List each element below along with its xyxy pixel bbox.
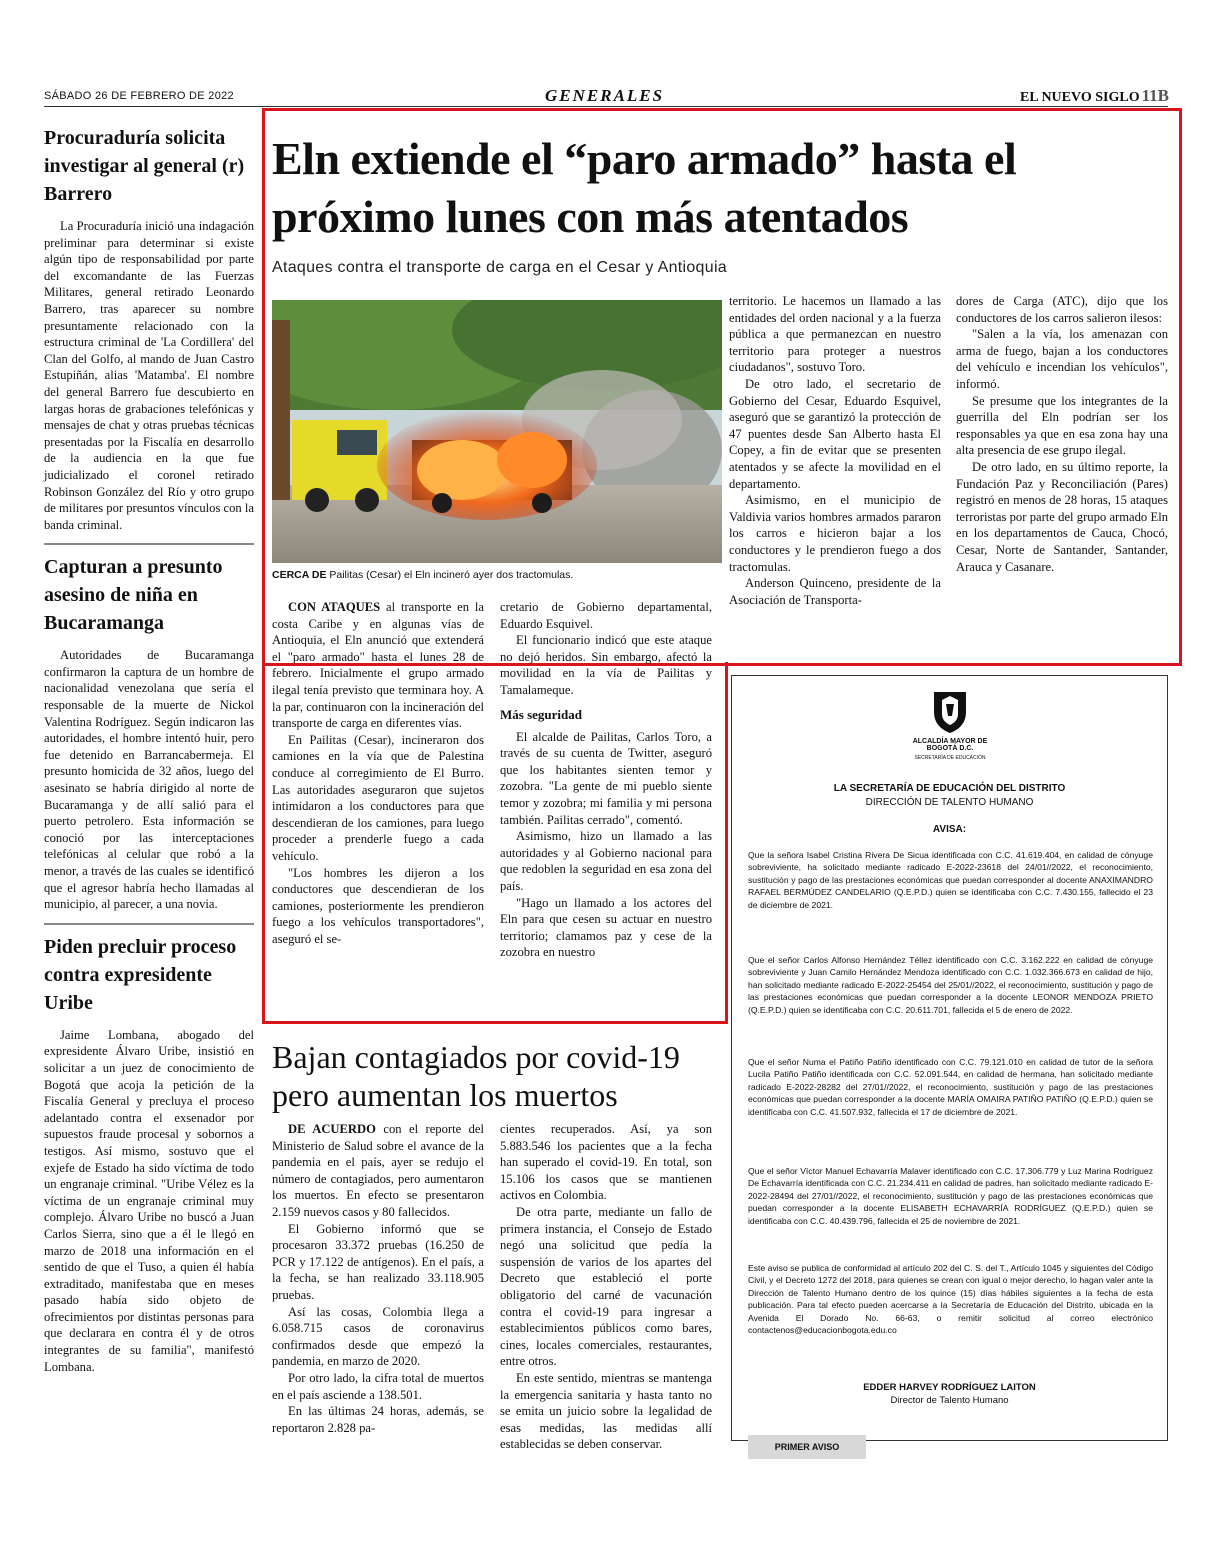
paragraph: cientes recuperados. Así, ya son 5.883.546 los pacientes que a la fecha han superado el covid-19. En total, son 15.106 los casos que se mantienen activos en Colombia.: [500, 1122, 712, 1203]
notice-paragraph: Que el señor Víctor Manuel Echavarría Malaver identificado con C.C. 17.306.779 y Luz Marina Rodríguez De Echavarría identificada con C.C. 21.234.411 en calidad de padres, han solicitado mediante radicado E-2022-28494 del 27/01//2022, el reconocimiento, sustitución y pago de las prestaciones económicas que puedan corresponder a la docente ELISABETH ECHAVARRÍA RODRÍGUEZ (Q.E.P.D.) quien se identificaba con C.C. 40.439.796, fallecida el 25 de noviembre de 2021.: [748, 1166, 1153, 1226]
paragraph: De otro lado, en su último reporte, la Fundación Paz y Reconciliación (Pares) registró en menos de 28 horas, 15 ataques terroristas por parte del grupo armado Eln en los departamentos de Cauca, Chocó, Cesar, Norte de Santander, Santander, Arauca y Casanare.: [956, 459, 1168, 574]
paragraph: En las últimas 24 horas, además, se reportaron 2.828 pa-: [272, 1404, 484, 1435]
header-divider: [44, 106, 1168, 107]
paragraph: El funcionario indicó que este ataque no dejó heridos. Sin embargo, afectó la movilidad en la vía de Pailitas y Tamalameque.: [500, 633, 712, 697]
notice-avisa: AVISA:: [932, 824, 967, 835]
paragraph: Así las cosas, Colombia llega a 6.058.715 casos de coronavirus confirmados desde que empezó la pandemia, en marzo de 2020.: [272, 1304, 484, 1369]
paragraph: cretario de Gobierno departamental, Eduardo Esquivel.: [500, 600, 712, 631]
crest-label: ALCALDÍA MAYOR DE BOGOTÁ D.C.: [912, 738, 988, 752]
brief-headline: Piden precluir proceso contra expresidente Uribe: [44, 935, 237, 1014]
paragraph: Por otro lado, la cifra total de muertos en el país asciende a 138.501.: [272, 1370, 484, 1402]
paragraph: dores de Carga (ATC), dijo que los conductores de los carros salieron ilesos:: [956, 294, 1168, 325]
paragraph: De otra parte, mediante un fallo de primera instancia, el Consejo de Estado negó una solicitud que pedía la suspensión de varios de los apartes del Decreto que estableció el porte obligatorio del carné de vacunación contra el covid-19 para ingresar a establecimientos públicos como bares, cines, locales comerciales, restaurantes, entre otros.: [500, 1204, 712, 1369]
paragraph: Asimismo, hizo un llamado a las autoridades y al Gobierno nacional para que redoblen la seguridad en esa zona del país.: [500, 829, 712, 893]
article-column-3: [729, 293, 941, 608]
caption-lead: CERCA DE: [272, 569, 327, 581]
sidebar-briefs: [44, 124, 254, 1375]
article-column-1: [272, 599, 484, 947]
brief-body: Autoridades de Bucaramanga confirmaron la captura de un hombre de nacionalidad venezolana que sería el responsable de la muerte de Nickol Valentina Rodríguez. Según indicaron las autoridades, el hombre intentó huir, pero fue detenido en Barrancabermeja. El presunto homicida de 32 años, luego del asesinato se habría dirigido al norte de Bucaramanga y de allí salió para el puerto petrolero. Esta información se conoció por las interceptaciones telefónicas al celular que robó a la menor, a través de las cuales se identificó que el agresor habría hecho llamadas al municipio, al parecer, a una novia.: [44, 648, 254, 912]
section-name: GENERALES: [545, 86, 665, 105]
notice-paragraph: Que la señora Isabel Cristina Rivera De Sicua identificada con C.C. 41.619.404, en calidad de cónyuge sobreviviente, ha solicitado mediante radicado E-2022-23618 del 24/01//2022, el reconocimiento, sustitución y pago de las prestaciones económicas que puedan corresponder al docente ANAXIMANDRO RAFAEL BERMÚDEZ CANDELARIO (Q.E.P.D.) quien se identificaba con C.C. 7.430.155, fallecido el 23 de diciembre de 2021.: [748, 850, 1153, 910]
covid-column-2: [500, 1121, 712, 1453]
notice-heading: LA SECRETARÍA DE EDUCACIÓN DEL DISTRITO: [833, 783, 1066, 794]
paragraph: De otro lado, el secretario de Gobierno del Cesar, Eduardo Esquivel, aseguró que se garantizó la protección de 47 puentes desde San Alberto hasta El Copey, a fin de evitar que se presenten atentados y se afecte la movilidad en el departamento.: [729, 376, 941, 491]
paragraph: El Gobierno informó que se procesaron 33.372 pruebas (16.250 de PCR y 17.122 de antígenos). En el país, a la fecha, se han realizado 33.118.905 pruebas.: [272, 1221, 484, 1302]
signature-title: Director de Talento Humano: [890, 1395, 1009, 1406]
lead-in: DE ACUERDO: [288, 1122, 376, 1136]
brief-headline: Procuraduría solicita investigar al general (r) Barrero: [44, 127, 245, 205]
signature-name: EDDER HARVEY RODRÍGUEZ LAITON: [863, 1382, 1036, 1393]
crest-sublabel: SECRETARÍA DE EDUCACIÓN: [914, 755, 986, 761]
paragraph: El alcalde de Pailitas, Carlos Toro, a través de su cuenta de Twitter, aseguró que los habitantes sienten temor y zozobra. "La gente de mi pueblo siente temor y zozobra; mi familia y mi persona también. Pailitas cerrado", comentó.: [500, 729, 712, 827]
brief-headline: Capturan a presunto asesino de niña en Bucaramanga: [44, 556, 223, 635]
issue-date: SÁBADO 26 DE FEBRERO DE 2022: [44, 90, 234, 102]
paragraph: En Pailitas (Cesar), incineraron dos camiones en la vía que de Palestina conduce al corregimiento de El Burro. Las autoridades aseguraron que sujetos intimidaron a los conductores para que descendieran de los camiones, para luego proceder a prenderle fuego a cada vehículo.: [272, 732, 484, 863]
paragraph: territorio. Le hacemos un llamado a las entidades del orden nacional y a la fuerza pública a que permanezcan en nuestro territorio para proteger a nuestros ciudadanos", sostuvo Toro.: [729, 294, 941, 375]
notice-badge: PRIMER AVISO: [748, 1435, 866, 1459]
paragraph: al transporte en la costa Caribe y en algunas vías de Antioquia, el Eln anunció que extenderá el "paro armado" hasta el lunes 28 de febrero. Inicialmente el grupo armado ilegal tenía previsto que terminara hoy. A la par, continuaron con la incineración del transporte de carga en diferentes vías.: [272, 600, 485, 731]
notice-paragraph: Que el señor Carlos Alfonso Hernández Téllez identificado con C.C. 3.162.222 en calidad de cónyuge sobreviviente y Juan Camilo Hernández Mendoza identificado con C.C. 1.032.366.673 en calidad de hijo, han solicitado mediante radicado E-2022-25454 del 25/01//2022, el reconocimiento, sustitución y pago de las prestaciones económicas que puedan corresponder a la docente LEONOR MENDOZA PRIETO (Q.E.P.D.) quien se identificaba con C.C. 20.611.701, fallecida el 5 de enero de 2022.: [748, 955, 1153, 1015]
public-notice: [731, 675, 1168, 1452]
brief-body: Jaime Lombana, abogado del expresidente Álvaro Uribe, insistió en solicitar a un juez de conocimiento de Bogotá que acoja la petición de la Fiscalía General y precluya el proceso adelantado contra el exsenador por supuestos fraude procesal y sobornos a testigos. Así mismo, sostuvo que el exjefe de Estado ha sido víctima de todo un engranaje criminal. "Uribe Vélez es la víctima de un engranaje criminal muy complejo. Álvaro Uribe no buscó a Juan Carlos Sierra, sino que a él le llegó en marzo de 2018 una información en el sentido de que el Tuso, a quien él había extraditado, manifestaba que en meses pasado había sido objeto de ofrecimientos por distintas personas para que declarara en contra él y de otros integrantes de su familia", manifestó Lombana.: [44, 1027, 254, 1374]
paragraph: "Los hombres les dijeron a los conductores que descendieran de los camiones, posteriormente les prendieron fuego a los vehículos transportadores", aseguró el se-: [272, 865, 484, 946]
brief-body: La Procuraduría inició una indagación preliminar para determinar si existe algún tipo de responsabilidad por parte del excomandante de las Fuerzas Militares, general retirado Leonardo Barrero, tras aparecer su nombre presuntamente relacionado con la estructura criminal de 'La Cordillera' del Clan del Golfo, al mando de Juan Castro Estupiñán, alias 'Matamba'. El nombre del general Barrero fue descubierto en largas horas de grabaciones telefónicas y mensajes de chat y otras pruebas técnicas presentadas por la Fiscalía en desarrollo de la audiencia en la que fue judicializado el coronel retirado Robinson González del Río y otro grupo de militares por presuntos vínculos con la banda criminal.: [44, 219, 254, 532]
article-column-2: [500, 599, 712, 961]
brief-divider: [44, 923, 254, 925]
main-subheadline: Ataques contra el transporte de carga en el Cesar y Antioquia: [272, 259, 728, 276]
page-number: 11B: [1141, 86, 1169, 105]
newspaper-masthead: [1020, 86, 1169, 106]
notice-paragraph: Este aviso se publica de conformidad al artículo 202 del C. S. del T., Artículo 1045 y siguientes del Código Civil, y el Decreto 1272 del 2018, para quienes se crean con igual o mejor derecho, lo hagan valer ante la Dirección de Talento Humano dentro de los quince (15) días hábiles siguientes a la fecha de esta publicación. Para tal efecto pueden acercarse a la Secretaría de Educación del Distrito, ubicada en la Avenida El Dorado No. 66-63, o remitir solicitud al correo electrónico contactenos@educacionbogota.edu.co: [748, 1263, 1153, 1336]
section-subhead: Más seguridad: [500, 706, 582, 722]
paragraph: Asimismo, en el municipio de Valdivia varios hombres armados pararon los carros e hicieron bajar a los conductores y le prendieron fuego a dos tractomulas.: [729, 493, 941, 574]
paragraph: "Hago un llamado a los actores del Eln para que cesen su actuar en nuestro territorio; clamamos paz y cese de la zozobra en nuestro: [500, 895, 712, 960]
main-headline: Eln extiende el “paro armado” hasta el próximo lunes con más atentados: [272, 133, 1017, 242]
caption-text: Pailitas (Cesar) el Eln incineró ayer dos tractomulas.: [326, 569, 574, 581]
burning-trucks-photo: [272, 300, 722, 563]
brief-divider: [44, 543, 254, 545]
lead-in: CON ATAQUES: [288, 600, 381, 614]
notice-paragraph: Que el señor Numa el Patiño Patiño identificado con C.C. 79.121.010 en calidad de tutor de la señora Lucila Patiño Patiño identificada con C.C. 52.091.544, en calidad de hermana, han solicitado mediante radicado E-2022-28282 del 27/01//2022, el reconocimiento, sustitución y pago de las prestaciones económicas que puedan corresponder a la docente MARÍA OMAIRA PATIÑO PATIÑO (Q.E.P.D.) quien se identificaba con C.C. 41.507.932, fallecida el 17 de diciembre de 2021.: [748, 1057, 1153, 1117]
paragraph: "Salen a la vía, los amenazan con arma de fuego, bajan a los conductores del vehículo e incendian los vehículos", informó.: [956, 327, 1168, 391]
coat-of-arms-icon: [930, 690, 970, 734]
paragraph: con el reporte del Ministerio de Salud sobre el avance de la pandemia en el país, ayer se redujo el número de contagiados, pero aumentaron los muertos. En efecto se presentaron 2.159 nuevos casos y 80 fallecidos.: [272, 1122, 484, 1219]
covid-headline: Bajan contagiados por covid-19 pero aumentan los muertos: [272, 1039, 680, 1113]
covid-column-1: [272, 1121, 484, 1436]
photo-caption: [272, 569, 573, 581]
notice-subheading: DIRECCIÓN DE TALENTO HUMANO: [865, 797, 1034, 808]
paragraph: Se presume que los integrantes de la guerrilla del Eln podrían ser los responsables ya que en esa zona hay una alta presencia de ese grupo ilegal.: [956, 393, 1168, 458]
paragraph: En este sentido, mientras se mantenga la emergencia sanitaria y hasta tanto no se emita un juicio sobre la legalidad de esas medidas, las medidas allí establecidas se deben conservar.: [500, 1370, 712, 1452]
paragraph: Anderson Quinceno, presidente de la Asociación de Transporta-: [729, 576, 941, 607]
newspaper-name: EL NUEVO SIGLO: [1020, 90, 1140, 105]
article-column-4: [956, 293, 1168, 575]
